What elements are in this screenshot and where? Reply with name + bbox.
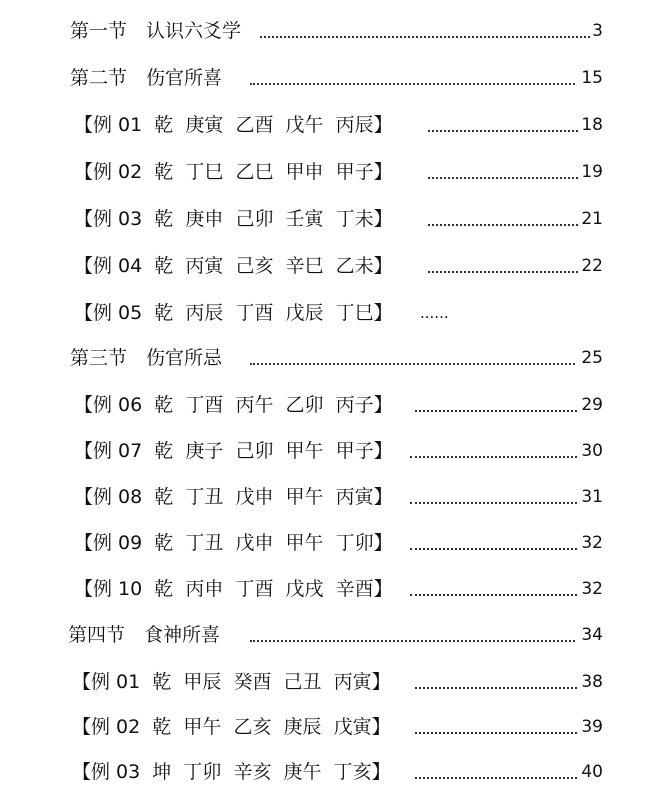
toc-entry-page: 31 (581, 487, 603, 507)
toc-dot-leader (415, 687, 577, 689)
toc-entry-page: 29 (581, 395, 603, 415)
toc-entry-label: 【例 08 乾 丁丑 戊申 甲午 丙寅】 (74, 486, 393, 508)
toc-entry-example[interactable] (0, 388, 653, 422)
toc-entry-page: 40 (581, 762, 603, 782)
toc-entry-label: 【例 03 坤 丁卯 辛亥 庚午 丁亥】 (72, 761, 391, 783)
toc-entry-section-1[interactable] (0, 14, 653, 48)
toc-entry-trailing-dots: ...... (420, 304, 449, 322)
toc-dot-leader (415, 732, 577, 734)
toc-entry-page: 3 (592, 21, 603, 41)
toc-entry-label: 第二节 伤官所喜 (70, 67, 223, 89)
toc-entry-label: 【例 05 乾 丙辰 丁酉 戊辰 丁巳】 (74, 302, 393, 324)
toc-entry-page: 22 (581, 256, 603, 276)
toc-entry-section-4[interactable] (0, 618, 653, 652)
toc-dot-leader (428, 177, 578, 179)
toc-entry-example[interactable] (0, 249, 653, 283)
toc-entry-label: 【例 06 乾 丁酉 丙午 乙卯 丙子】 (74, 394, 393, 416)
toc-entry-example[interactable] (0, 526, 653, 560)
toc-entry-label: 第三节 伤官所忌 (70, 347, 223, 369)
toc-entry-section-2[interactable] (0, 61, 653, 95)
toc-entry-page: 19 (581, 162, 603, 182)
toc-entry-example[interactable] (0, 480, 653, 514)
toc-entry-section-3[interactable] (0, 341, 653, 375)
toc-entry-label: 【例 03 乾 庚申 己卯 壬寅 丁未】 (74, 208, 393, 230)
toc-entry-label: 第一节 认识六爻学 (70, 20, 242, 42)
toc-entry-label: 【例 04 乾 丙寅 己亥 辛巳 乙未】 (74, 255, 393, 277)
toc-entry-example[interactable] (0, 572, 653, 606)
toc-entry-label: 【例 10 乾 丙申 丁酉 戊戌 辛酉】 (74, 578, 393, 600)
toc-entry-label: 【例 07 乾 庚子 己卯 甲午 甲子】 (74, 440, 393, 462)
toc-entry-page: 39 (581, 717, 603, 737)
toc-entry-example[interactable] (0, 296, 653, 330)
toc-dot-leader (260, 36, 590, 38)
toc-entry-label: 【例 01 乾 甲辰 癸酉 己丑 丙寅】 (72, 671, 391, 693)
toc-entry-example[interactable] (0, 155, 653, 189)
toc-dot-leader (250, 83, 575, 85)
toc-dot-leader (415, 777, 577, 779)
toc-dot-leader (410, 548, 577, 550)
toc-entry-page: 21 (581, 209, 603, 229)
toc-entry-page: 25 (581, 348, 603, 368)
toc-entry-label: 【例 02 乾 丁巳 乙巳 甲申 甲子】 (74, 161, 393, 183)
toc-entry-example[interactable] (0, 108, 653, 142)
toc-entry-label: 第四节 食神所喜 (68, 624, 221, 646)
toc-dot-leader (428, 130, 578, 132)
toc-dot-leader (250, 640, 575, 642)
toc-entry-page: 32 (581, 533, 603, 553)
toc-entry-page: 30 (581, 441, 603, 461)
toc-dot-leader (410, 456, 577, 458)
toc-dot-leader (428, 224, 578, 226)
toc-entry-label: 【例 02 乾 甲午 乙亥 庚辰 戊寅】 (72, 716, 391, 738)
toc-entry-example[interactable] (0, 665, 653, 699)
toc-entry-page: 18 (581, 115, 603, 135)
toc-dot-leader (410, 594, 577, 596)
toc-dot-leader (415, 410, 577, 412)
toc-entry-example[interactable] (0, 755, 653, 789)
toc-entry-page: 15 (581, 68, 603, 88)
toc-entry-page: 38 (581, 672, 603, 692)
toc-entry-page: 32 (581, 579, 603, 599)
toc-entry-page: 34 (581, 625, 603, 645)
toc-entry-label: 【例 01 乾 庚寅 乙酉 戊午 丙辰】 (74, 114, 393, 136)
toc-entry-example[interactable] (0, 710, 653, 744)
toc-entry-example[interactable] (0, 202, 653, 236)
toc-entry-example[interactable] (0, 434, 653, 468)
toc-dot-leader (410, 502, 577, 504)
toc-dot-leader (428, 271, 578, 273)
toc-entry-label: 【例 09 乾 丁丑 戊申 甲午 丁卯】 (74, 532, 393, 554)
toc-dot-leader (250, 363, 575, 365)
